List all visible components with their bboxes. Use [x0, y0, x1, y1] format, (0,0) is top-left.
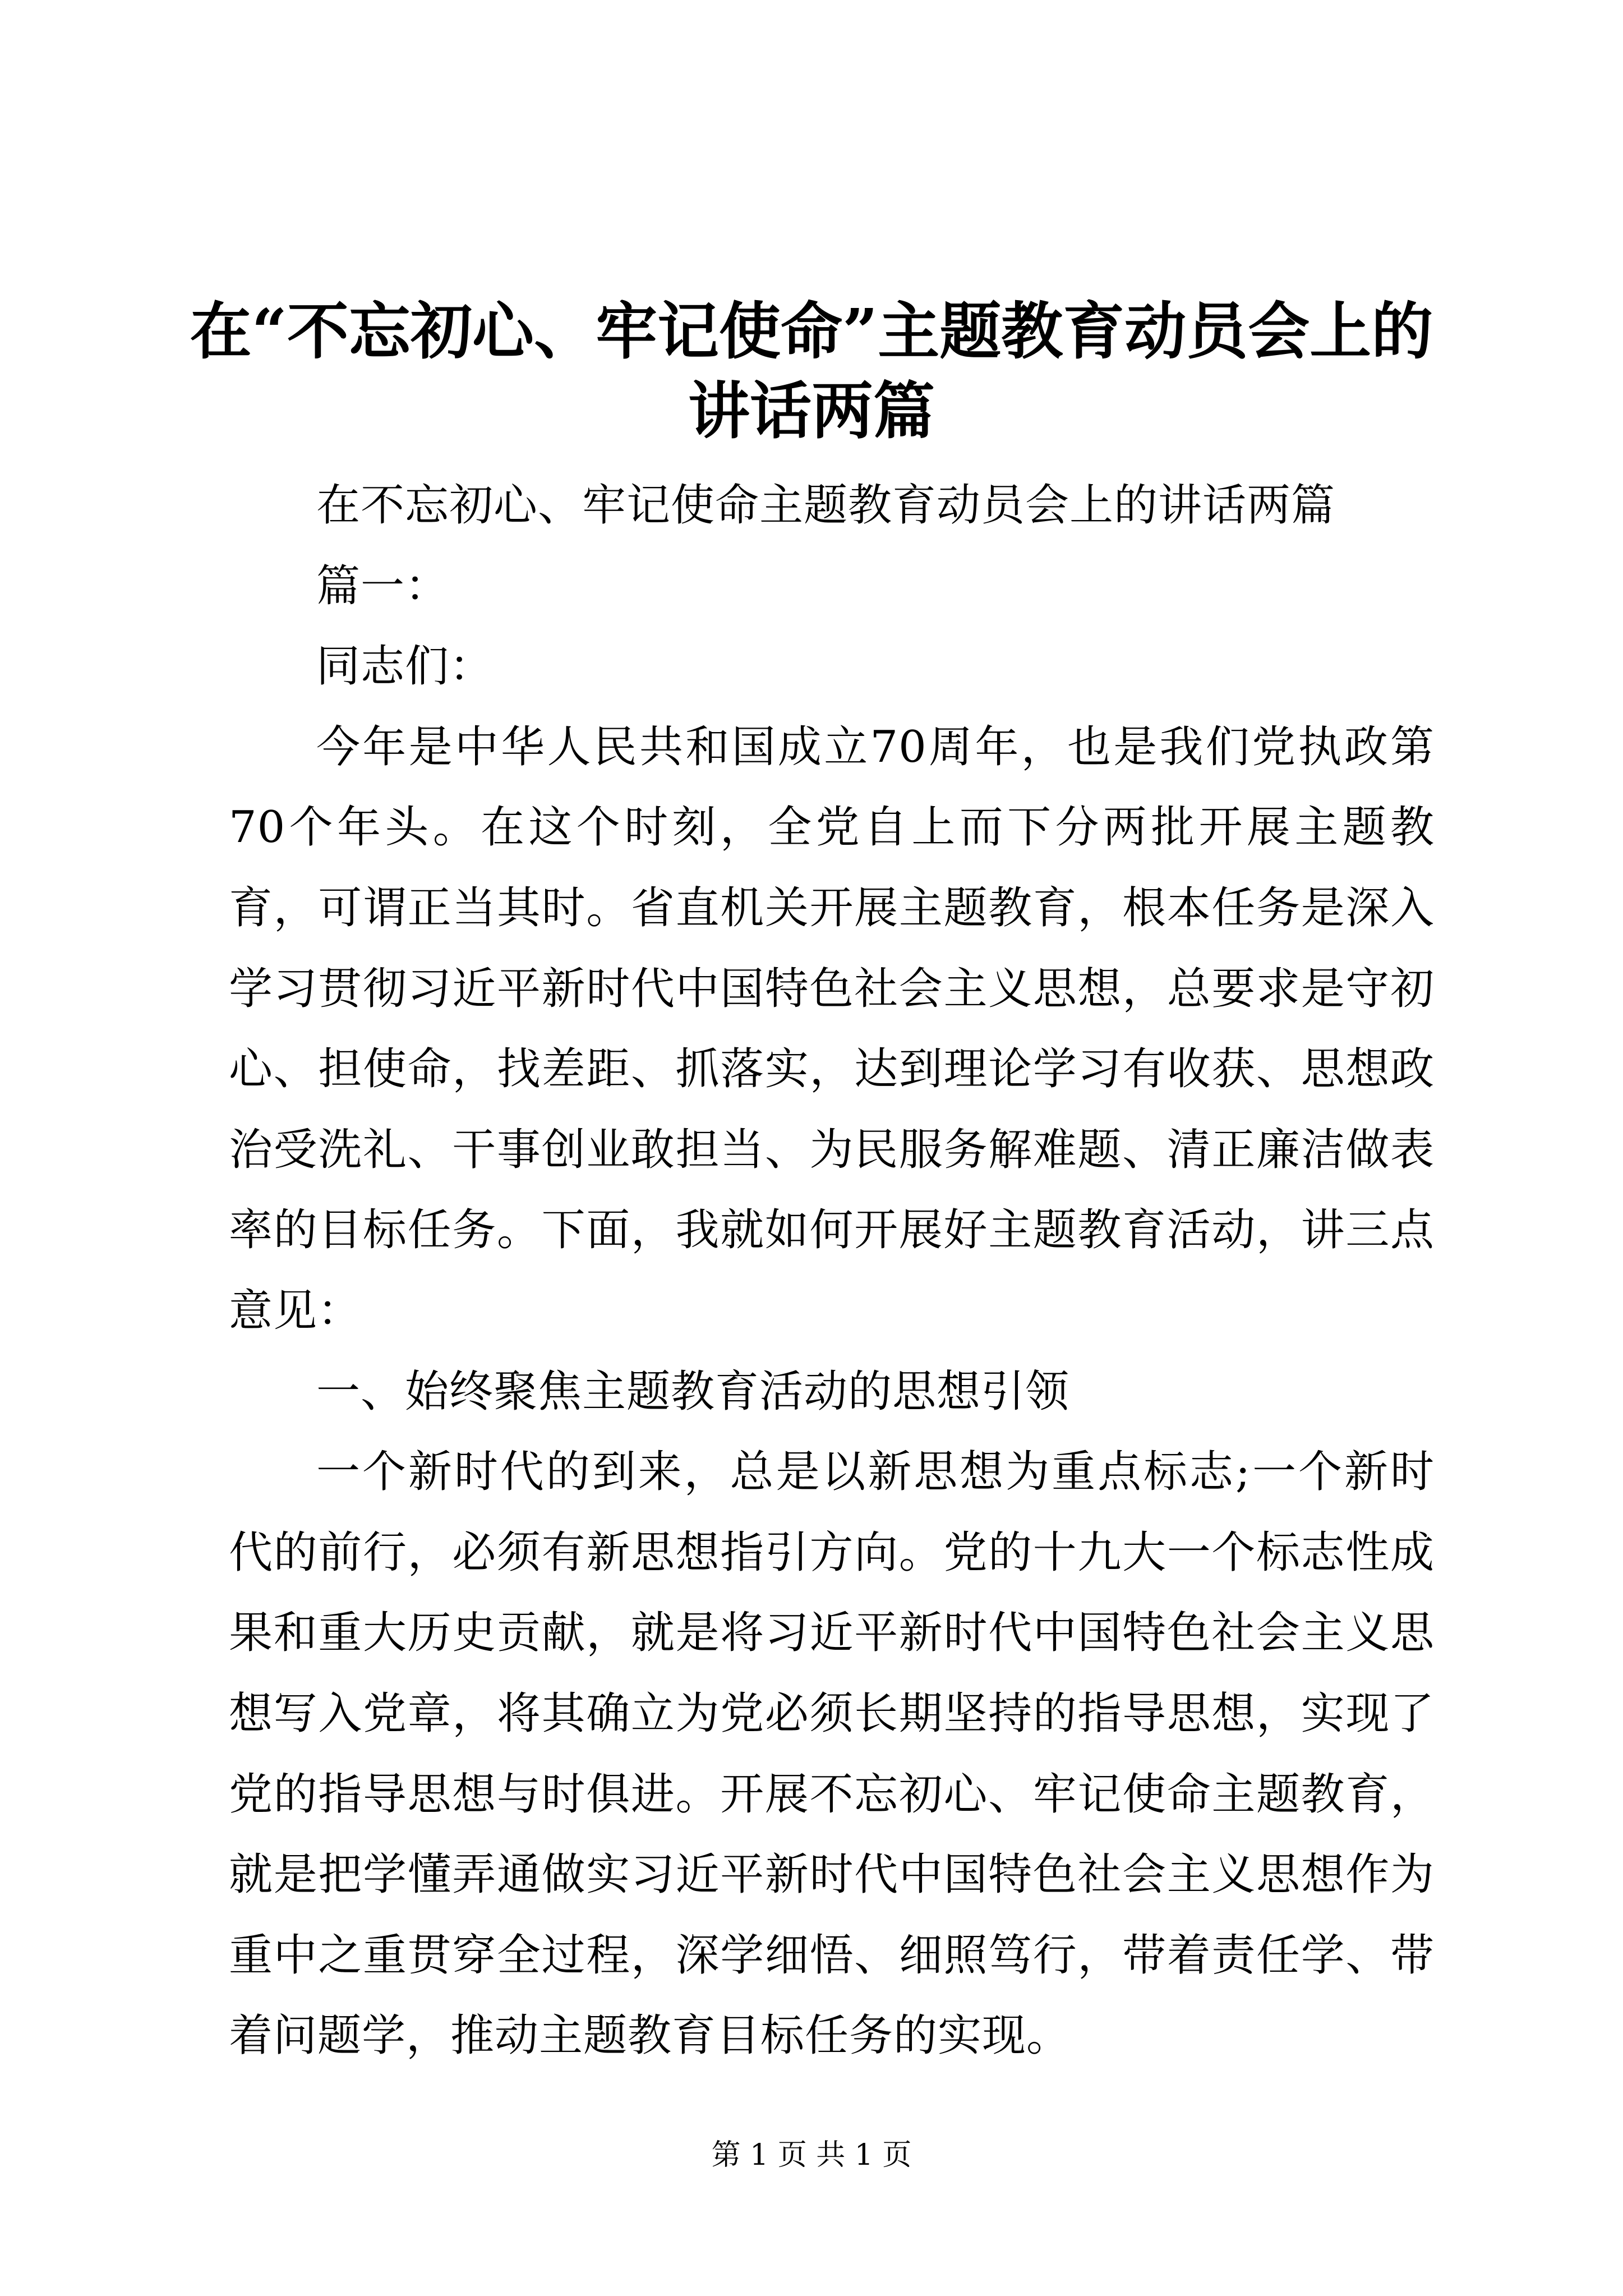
salutation: 同志们： [316, 641, 494, 692]
body-paragraph: 今年是中华人民共和国成立70周年，也是我们党执政第70个年头。在这个时刻，全党自上而下分两批开展主题教育，可谓正当其时。省直机关开展主题教育，根本任务是深入学习贯彻习近平新时代中国特色社会主义思想，总要求是守初心、担使命，找差距、抓落实，达到理论学习有收获、思想政治受洗礼、干事创业敢担当、为民服务解难题、清正廉洁做表率的目标任务。下面，我就如何开展好主题教育活动，讲三点意见： [229, 721, 1435, 1336]
page-footer: 第 1 页 共 1 页 [711, 2138, 912, 2172]
section-heading: 一、始终聚焦主题教育活动的思想引领 [316, 1366, 1070, 1417]
section-label: 篇一： [316, 560, 450, 611]
document-body [229, 466, 1435, 2077]
body-paragraph: 一个新时代的到来，总是以新思想为重点标志;一个新时代的前行，必须有新思想指引方向。党的十九大一个标志性成果和重大历史贡献，就是将习近平新时代中国特色社会主义思想写入党章，将其确立为党必须长期坚持的指导思想，实现了党的指导思想与时俱进。开展不忘初心、牢记使命主题教育，就是把学懂弄通做实习近平新时代中国特色社会主义思想作为重中之重贯穿全过程，深学细悟、细照笃行，带着责任学、带着问题学，推动主题教育目标任务的实现。 [229, 1447, 1435, 2062]
subtitle-paragraph: 在不忘初心、牢记使命主题教育动员会上的讲话两篇 [316, 480, 1336, 531]
document-title: 在“不忘初心、牢记使命”主题教育动员会上的讲话两篇 [190, 295, 1433, 447]
